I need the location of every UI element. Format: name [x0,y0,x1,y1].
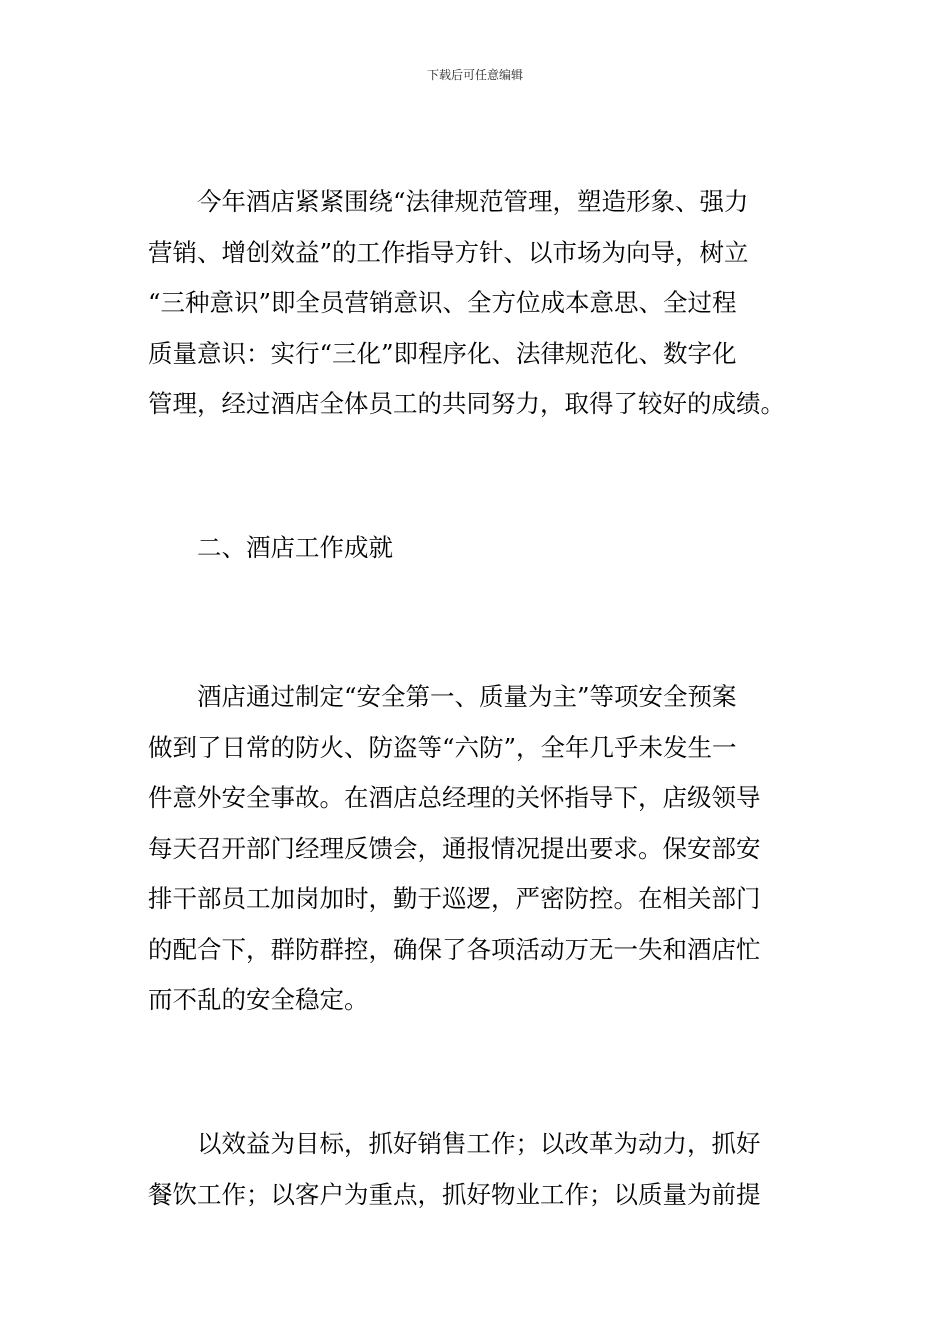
paragraph-goals [148,1119,808,1220]
header-note: 下载后可任意编辑 [426,68,523,82]
paragraph-intro [148,177,808,430]
paragraph-line: 每天召开部门经理反馈会，通报情况提出要求。保安部安 [148,833,761,863]
paragraph-line: 今年酒店紧紧围绕“法律规范管理，塑造形象、强力 [197,187,749,216]
paragraph-safety [148,672,808,1026]
paragraph-line: 质量意识：实行“三化”即程序化、法律规范化、数字化 [148,338,737,368]
paragraph-line: 排干部员工加岗加时，勤于巡逻，严密防控。在相关部门 [148,884,761,913]
paragraph-line: 而不乱的安全稳定。 [148,985,369,1014]
paragraph-line: 件意外安全事故。在酒店总经理的关怀指导下，店级领导 [148,783,761,812]
paragraph-line: 营销、增创效益”的工作指导方针、以市场为向导，树立 [148,237,749,267]
paragraph-line: “三种意识”即全员营销意识、全方位成本意思、全过程 [148,288,737,317]
section-heading-text: 二、酒店工作成就 [197,533,393,562]
paragraph-line: 餐饮工作；以客户为重点，抓好物业工作；以质量为前提 [148,1179,761,1209]
paragraph-line: 酒店通过制定“安全第一、质量为主”等项安全预案 [197,682,737,711]
paragraph-line: 以效益为目标，抓好销售工作；以改革为动力，抓好 [197,1129,761,1158]
paragraph-line: 做到了日常的防火、防盗等“六防”，全年几乎未发生一 [148,732,737,762]
paragraph-line: 管理，经过酒店全体员工的共同努力，取得了较好的成绩。 [148,389,785,418]
section-heading [148,523,808,574]
paragraph-line: 的配合下，群防群控，确保了各项活动万无一失和酒店忙 [148,934,761,964]
